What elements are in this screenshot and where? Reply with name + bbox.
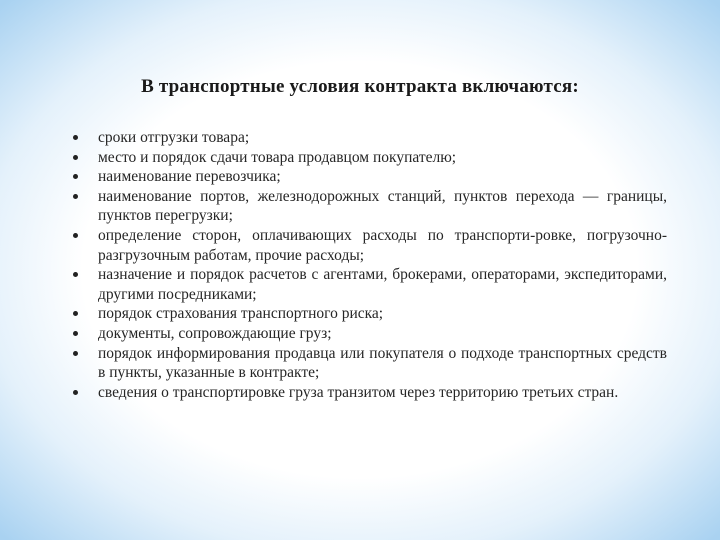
list-item bbox=[72, 265, 667, 304]
list-item-text: сроки отгрузки товара; bbox=[98, 129, 250, 146]
list-item-text: сведения о транспортировке груза транзитом через территорию третьих стран. bbox=[98, 383, 619, 401]
list-item-text: наименование перевозчика; bbox=[98, 168, 281, 186]
list-item bbox=[72, 304, 667, 324]
bullet-icon bbox=[73, 155, 78, 160]
list-item-text: назначение и порядок расчетов с агентами, брокерами, операторами, экспедиторами, другими посредниками; bbox=[98, 266, 667, 303]
list-item-text: определение сторон, оплачивающих расходы по транспорти-ровке, погрузочно-разгрузочным работам, прочие расходы; bbox=[98, 226, 667, 264]
list-item bbox=[72, 187, 667, 226]
list-item-text: порядок страхования транспортного риска; bbox=[98, 305, 384, 323]
list-item bbox=[72, 226, 667, 265]
bullet-icon bbox=[73, 135, 78, 140]
bullet-icon bbox=[73, 351, 78, 356]
bullet-icon bbox=[73, 194, 78, 199]
slide-title: В транспортные условия контракта включаются: bbox=[141, 76, 579, 97]
list-item-text: документы, сопровождающие груз; bbox=[98, 324, 332, 342]
bullet-icon bbox=[73, 331, 78, 336]
list-item-text: наименование портов, железнодорожных станций, пунктов перехода — границы, пунктов перегрузки; bbox=[98, 187, 667, 225]
list-item bbox=[72, 148, 667, 168]
bullet-icon bbox=[73, 272, 78, 277]
bullet-icon bbox=[73, 311, 78, 316]
list-item bbox=[72, 344, 667, 383]
list-item-text: место и порядок сдачи товара продавцом покупателю; bbox=[98, 148, 457, 166]
list-item bbox=[72, 167, 667, 187]
bullet-icon bbox=[73, 390, 78, 395]
bullet-icon bbox=[73, 174, 78, 179]
conditions-list bbox=[72, 128, 667, 402]
list-item bbox=[72, 324, 667, 344]
bullet-icon bbox=[73, 233, 78, 238]
list-item-text: порядок информирования продавца или покупателя о подходе транспортных средств в пункты, указанные в контракте; bbox=[98, 344, 667, 382]
list-item bbox=[72, 383, 667, 403]
list-item bbox=[72, 128, 667, 148]
